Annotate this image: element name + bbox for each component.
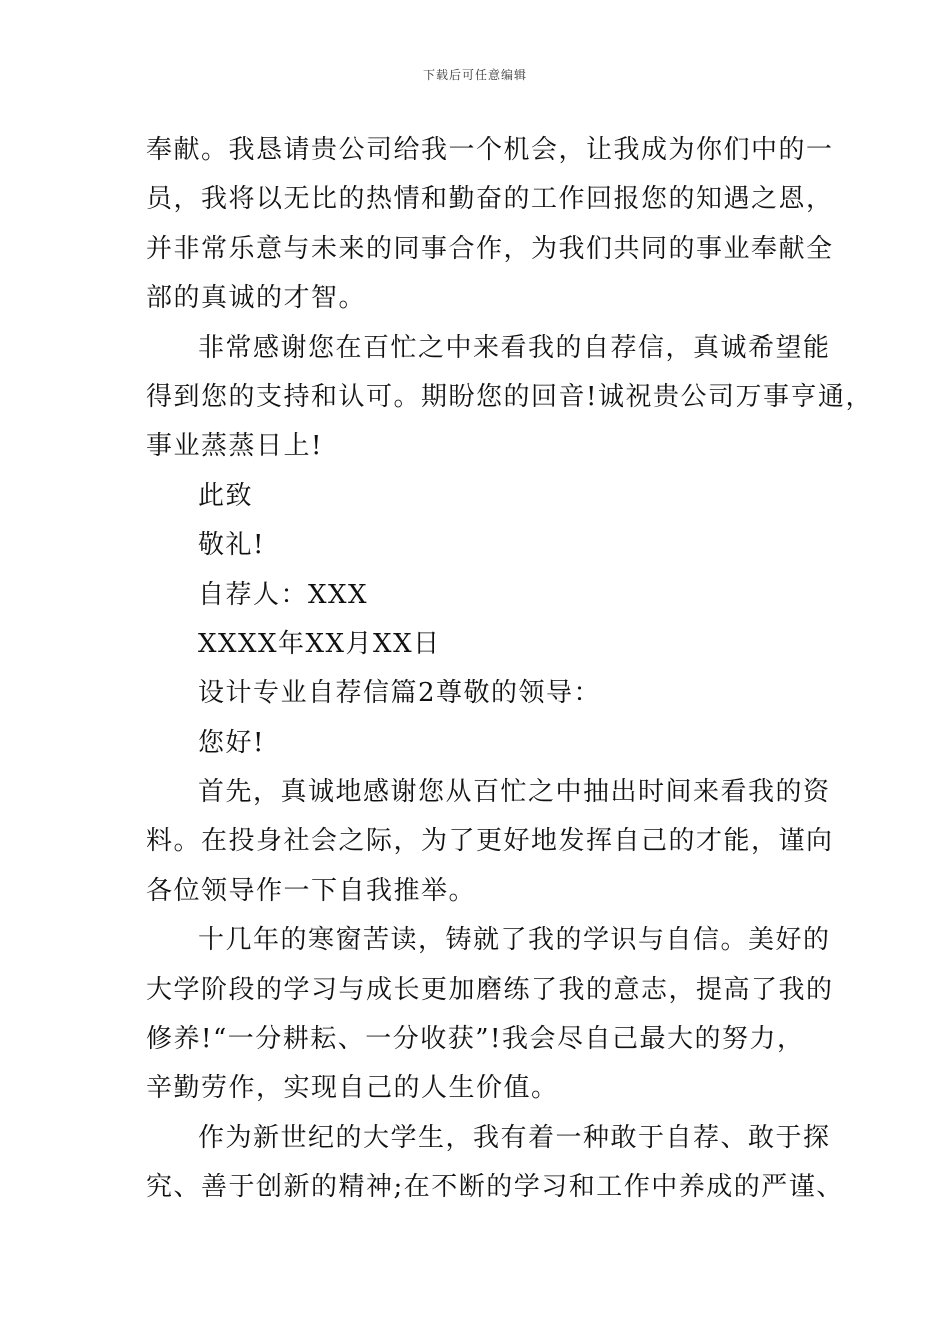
text-line: 自荐人：XXX (198, 579, 369, 610)
text-line: 辛勤劳作，实现自己的人生价值。 (146, 1073, 559, 1104)
text-line: 非常感谢您在百忙之中来看我的自荐信，真诚希望能 (198, 332, 831, 363)
text-line: XXXX年XX月XX日 (198, 628, 441, 659)
text-line: 事业蒸蒸日上! (146, 431, 323, 462)
text-line: 敬礼! (198, 530, 265, 561)
text-line: 您好! (198, 727, 265, 758)
text-line: 奉献。我恳请贵公司给我一个机会，让我成为你们中的一 (146, 135, 834, 165)
text-line: 作为新世纪的大学生，我有着一种敢于自荐、敢于探 (198, 1122, 831, 1153)
text-line: 并非常乐意与未来的同事合作，为我们共同的事业奉献全 (146, 233, 834, 264)
text-line: 料。在投身社会之际，为了更好地发挥自己的才能，谨向 (146, 826, 834, 857)
page-header: 下载后可任意编辑 (422, 68, 527, 82)
text-line: 得到您的支持和认可。期盼您的回音!诚祝贵公司万事亨通， (146, 381, 873, 412)
text-line: 部的真诚的才智。 (146, 283, 367, 314)
text-line: 究、善于创新的精神;在不断的学习和工作中养成的严谨、 (146, 1172, 844, 1203)
text-line: 各位领导作一下自我推举。 (146, 875, 477, 906)
text-line: 修养!“一分耕耘、一分收获”!我会尽自己最大的努力， (146, 1024, 805, 1055)
document-body (146, 126, 873, 1213)
text-line: 十几年的寒窗苦读，铸就了我的学识与自信。美好的 (198, 925, 831, 956)
text-line: 此致 (198, 480, 254, 511)
text-line: 员，我将以无比的热情和勤奋的工作回报您的知遇之恩， (146, 184, 834, 215)
text-line: 设计专业自荐信篇2尊敬的领导： (198, 678, 602, 709)
text-line: 大学阶段的学习与成长更加磨练了我的意志，提高了我的 (146, 974, 834, 1005)
text-line: 首先，真诚地感谢您从百忙之中抽出时间来看我的资 (198, 777, 831, 808)
